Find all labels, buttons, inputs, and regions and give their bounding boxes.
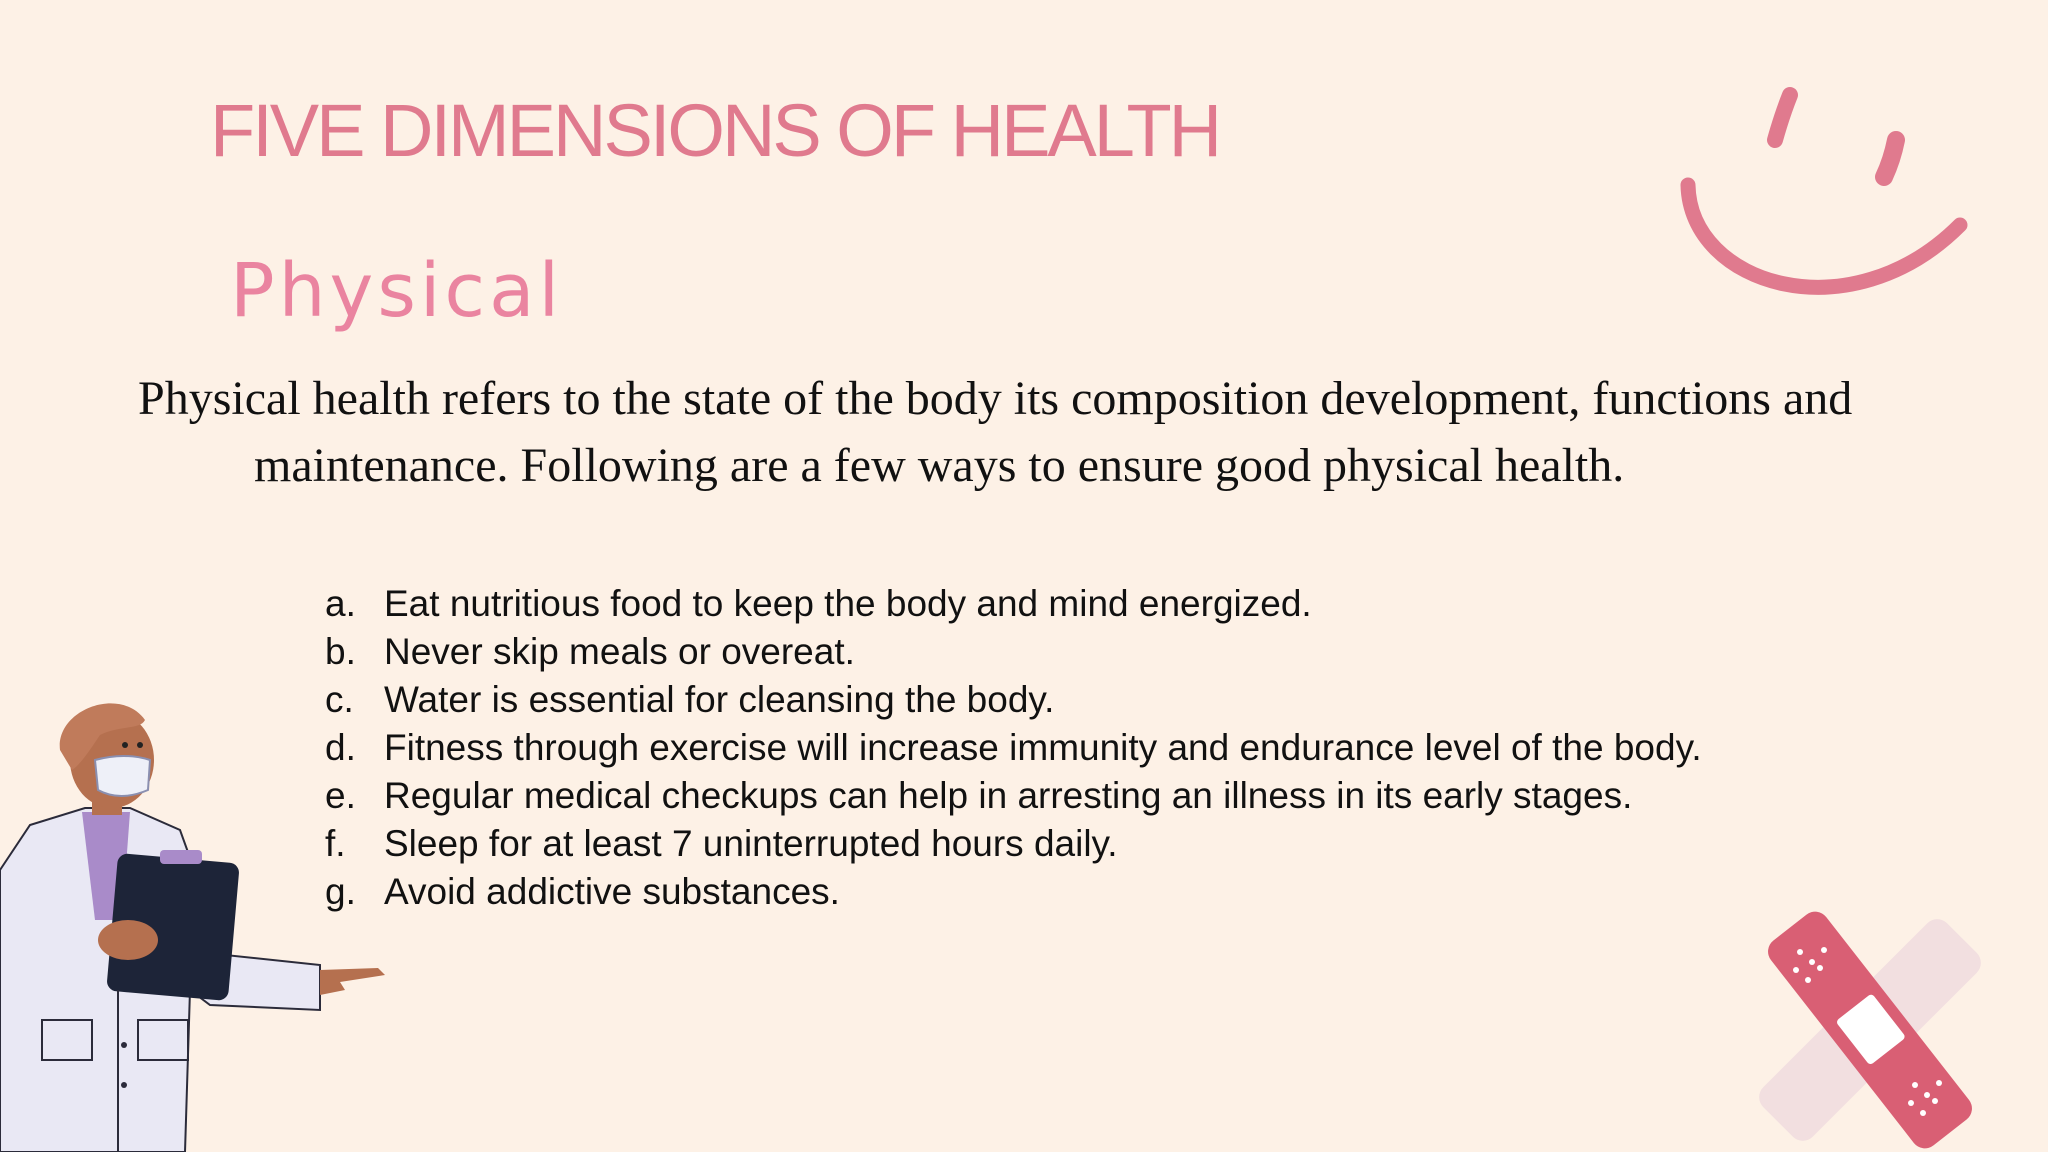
list-marker: d. [325, 727, 356, 768]
smiley-icon [1670, 85, 1980, 335]
list-item-text: Fitness through exercise will increase immunity and endurance level of the body. [384, 727, 1702, 768]
list-item-text: Eat nutritious food to keep the body and mind energized. [384, 583, 1312, 624]
intro-paragraph: Physical health refers to the state of the body its composition development, functions and maintenance. Following are a few ways to ensure good physical health. [138, 372, 1853, 492]
list-item [325, 820, 1765, 868]
list-marker: g. [325, 871, 356, 912]
list-item-text: Avoid addictive substances. [384, 871, 840, 912]
doctor-illustration [0, 690, 400, 1152]
list-item [325, 628, 1765, 676]
list-marker: c. [325, 679, 354, 720]
list-marker: b. [325, 631, 356, 672]
slide-title: FIVE DIMENSIONS OF HEALTH [210, 89, 1220, 172]
list-item-text: Regular medical checkups can help in arresting an illness in its early stages. [384, 775, 1633, 816]
list-item [325, 772, 1765, 820]
list-item [325, 724, 1765, 772]
tips-list [325, 580, 1765, 916]
list-item [325, 868, 1765, 916]
bandage-icon [1740, 910, 2000, 1152]
list-item-text: Never skip meals or overeat. [384, 631, 855, 672]
list-marker: e. [325, 775, 356, 816]
list-item [325, 580, 1765, 628]
list-item-text: Water is essential for cleansing the body. [384, 679, 1055, 720]
list-item-text: Sleep for at least 7 uninterrupted hours daily. [384, 823, 1118, 864]
list-marker: f. [325, 823, 346, 864]
list-item [325, 676, 1765, 724]
list-marker: a. [325, 583, 356, 624]
slide-subtitle: Physical [230, 248, 564, 334]
